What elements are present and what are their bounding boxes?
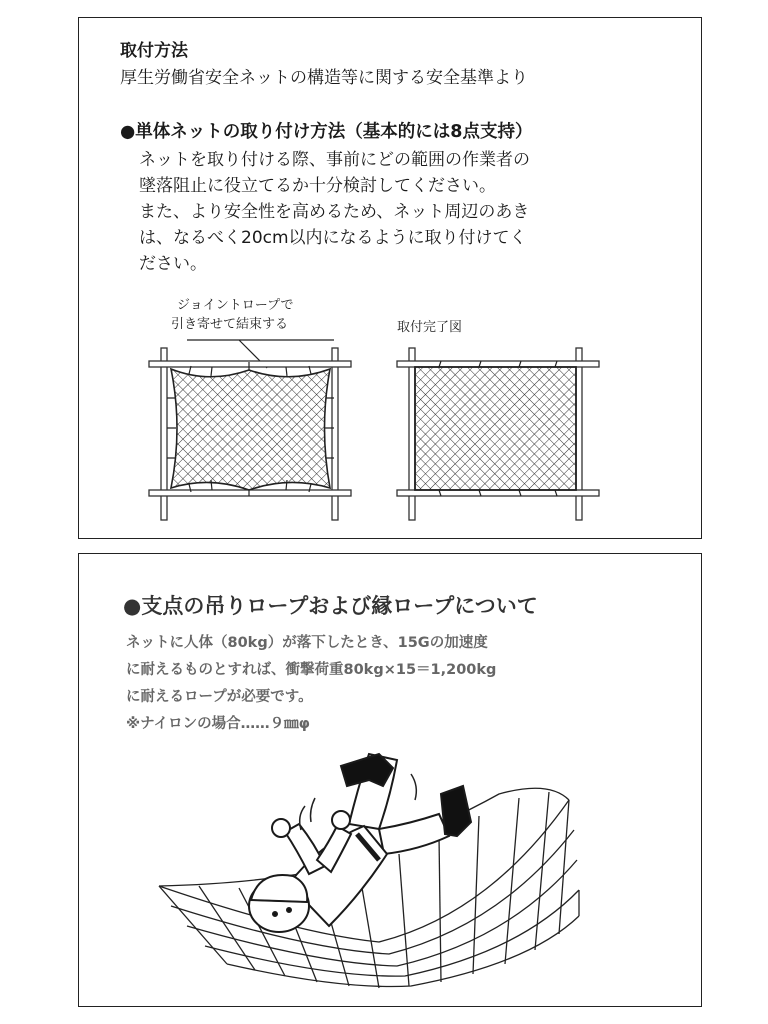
- paragraph-line: は、なるべく20cm以内になるように取り付けてく: [139, 228, 527, 248]
- info-line: ※ナイロンの場合……９㎜φ: [126, 716, 310, 732]
- info-line: に耐えるものとすれば、衝撃荷重80kg×15＝1,200kg: [126, 662, 497, 678]
- joint-rope-label: 引き寄せて結束する: [171, 317, 289, 332]
- info-line: ネットに人体（80kg）が落下したとき、15Gの加速度: [126, 635, 488, 651]
- paragraph-line: ネットを取り付ける際、事前にどの範囲の作業者の: [139, 150, 530, 170]
- panel-title: 取付方法: [120, 41, 188, 61]
- panel-subtitle: 厚生労働省安全ネットの構造等に関する安全基準より: [120, 68, 528, 88]
- sagging-net: [171, 369, 330, 490]
- complete-diagram-label: 取付完了図: [397, 320, 463, 335]
- paragraph-line: ださい。: [139, 254, 207, 274]
- paragraph-line: また、より安全性を高めるため、ネット周辺のあき: [139, 202, 530, 222]
- joint-rope-label: ジョイントロープで: [177, 298, 294, 313]
- section-heading: ●支点の吊りロープおよび縁ロープについて: [123, 594, 538, 618]
- rope-info-panel: [78, 553, 702, 1007]
- section-heading: ●単体ネットの取り付け方法（基本的には8点支持）: [120, 122, 533, 142]
- info-line: に耐えるロープが必要です。: [126, 689, 313, 705]
- taut-net: [415, 367, 576, 490]
- paragraph-line: 墜落阻止に役立てるか十分検討してください。: [139, 176, 496, 196]
- net-mounting-diagram: [79, 18, 703, 540]
- falling-person-illustration: [79, 554, 703, 1008]
- falling-person: [249, 754, 471, 932]
- mounting-method-panel: [78, 17, 702, 539]
